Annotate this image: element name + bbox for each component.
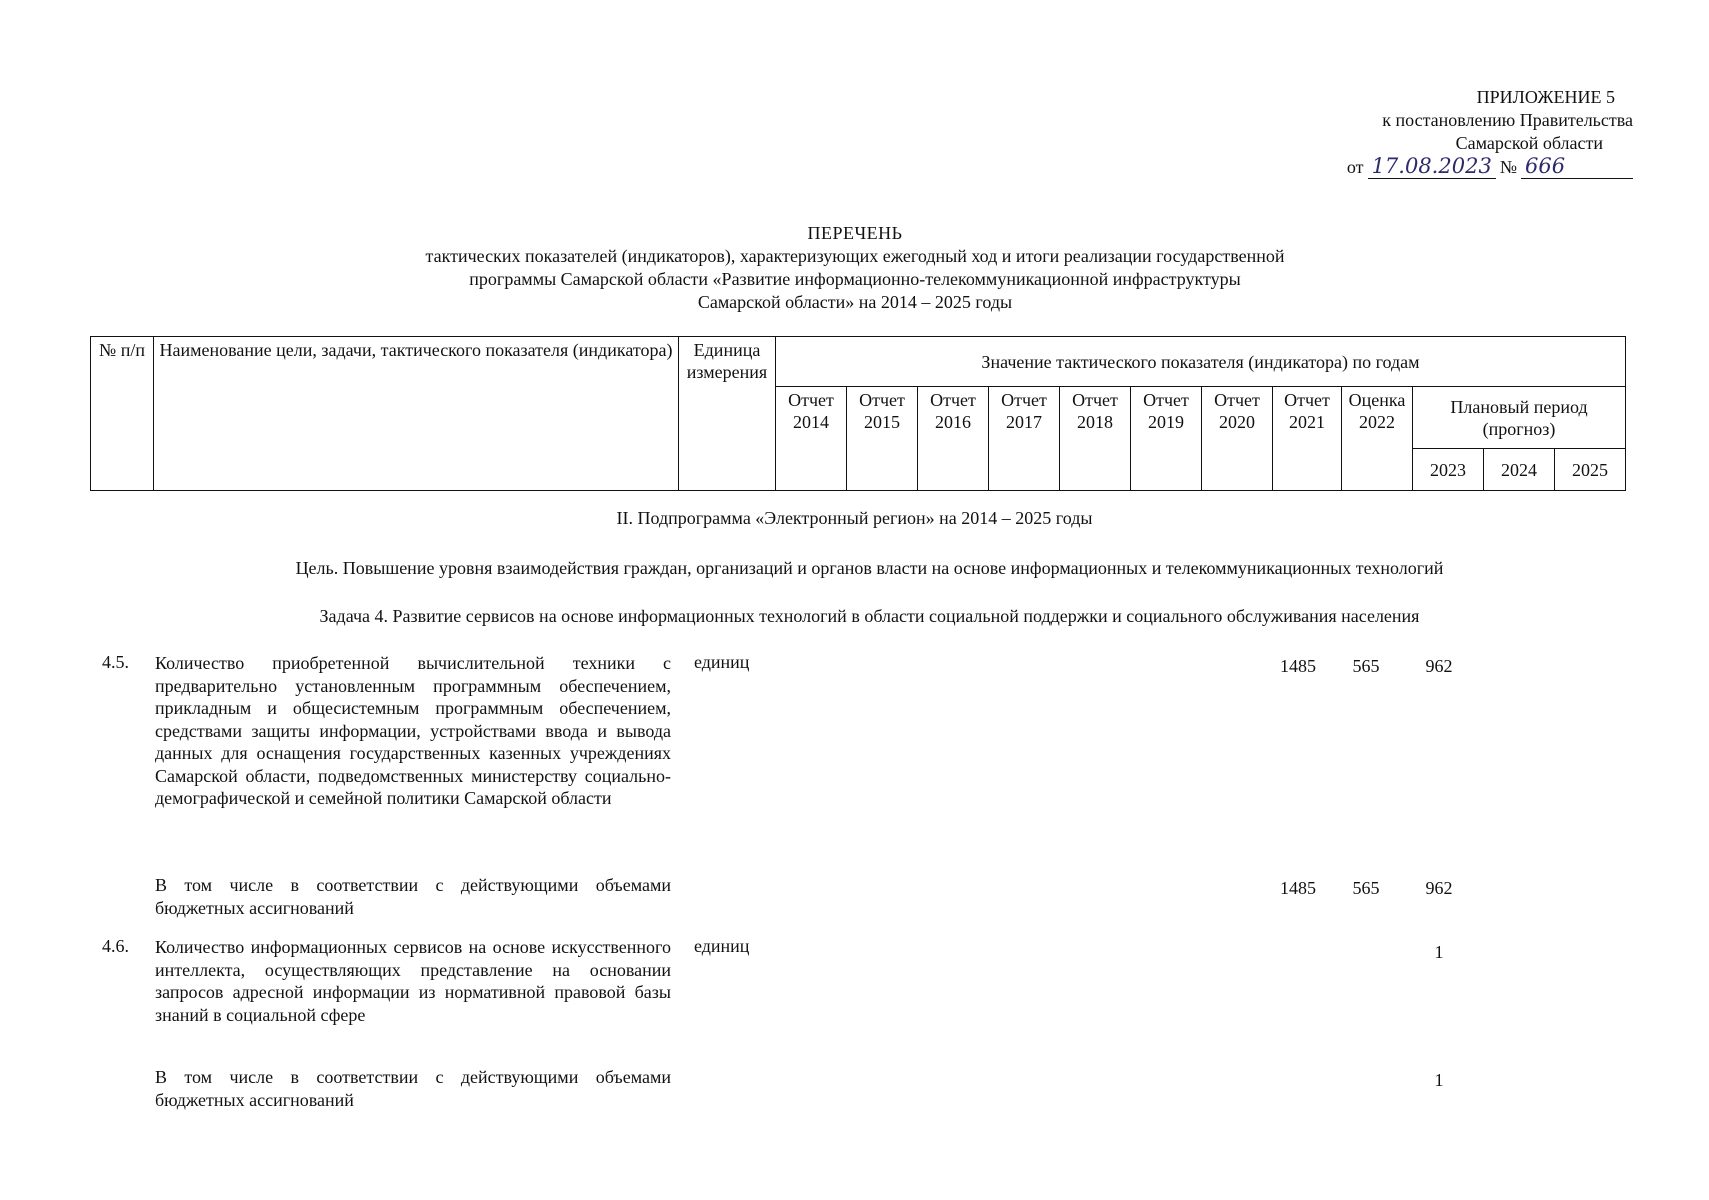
header-values-title: Значение тактического показателя (индикатора) по годам: [776, 337, 1626, 387]
header-unit: Единица измерения: [679, 337, 776, 491]
header-table: [90, 336, 1626, 491]
header-year-2014: Отчет 2014: [776, 387, 847, 491]
title-line-2: программы Самарской области «Развитие информационно-телекоммуникационной инфраструктуры: [469, 269, 1241, 289]
header-name: Наименование цели, задачи, тактического показателя (индикатора): [154, 337, 679, 491]
row-4-5-num: 4.5.: [102, 652, 129, 672]
appendix-line-3: Самарской области: [1455, 133, 1603, 153]
document-title: [330, 222, 1380, 314]
row-4-5-unit: единиц: [694, 652, 750, 672]
header-year-2017: Отчет 2017: [989, 387, 1060, 491]
row-4-6-sub-text: В том числе в соответствии с действующими объемами бюджетных ассигнований: [155, 1067, 671, 1110]
row-4-5-sub-value-2023: 962: [1425, 878, 1453, 898]
header-year-2018: Отчет 2018: [1060, 387, 1131, 491]
header-year-2016: Отчет 2016: [918, 387, 989, 491]
header-year-2021: Отчет 2021: [1273, 387, 1342, 491]
row-4-5-sub-value-2021: 1485: [1280, 878, 1316, 898]
row-4-6-unit: единиц: [694, 936, 750, 956]
row-4-6-value-2023: 1: [1434, 942, 1444, 962]
row-4-5-sub-value-2022: 565: [1352, 878, 1380, 898]
header-plan-2023: 2023: [1413, 449, 1484, 491]
title-line-3: Самарской области» на 2014 – 2025 годы: [697, 292, 1013, 312]
header-year-2015: Отчет 2015: [847, 387, 918, 491]
title-main: ПЕРЕЧЕНЬ: [807, 223, 903, 243]
row-4-6-num: 4.6.: [102, 936, 129, 956]
subprogram-heading: II. Подпрограмма «Электронный регион» на 2014 – 2025 годы: [616, 508, 1093, 528]
row-4-6-text: Количество информационных сервисов на основе искусственного интеллекта, осуществляющих представление на основании запросов адресной информации из нормативной правовой базы знаний в социальной сфере: [155, 937, 671, 1025]
row-4-5-sub-text: В том числе в соответствии с действующими объемами бюджетных ассигнований: [155, 875, 671, 918]
row-4-5-value-2021: 1485: [1280, 656, 1316, 676]
appendix-title: ПРИЛОЖЕНИЕ 5: [1476, 87, 1615, 107]
goal-heading: Цель. Повышение уровня взаимодействия граждан, организаций и органов власти на основе информационных и телекоммуникационных технологий: [295, 558, 1444, 578]
row-4-5-value-2023: 962: [1425, 656, 1453, 676]
task-heading: Задача 4. Развитие сервисов на основе информационных технологий в области социальной поддержки и социального обслуживания населения: [319, 606, 1420, 626]
header-year-2019: Отчет 2019: [1131, 387, 1202, 491]
title-line-1: тактических показателей (индикаторов), характеризующих ежегодный ход и итоги реализации государственной: [425, 246, 1285, 266]
header-plan-2025: 2025: [1555, 449, 1626, 491]
header-num: № п/п: [91, 337, 154, 491]
row-4-5-text: Количество приобретенной вычислительной техники с предварительно установленным программным обеспечением, прикладным и общесистемным программным обеспечением, средствами защиты информации, устройствами ввода и вывода данных для оснащения государственных казенных учреждениях Самарской области, подведомственных министерству социально-демографической и семейной политики Самарской области: [155, 653, 671, 808]
row-4-6-sub-value-2023: 1: [1434, 1070, 1444, 1090]
header-year-2020: Отчет 2020: [1202, 387, 1273, 491]
header-plan-2024: 2024: [1484, 449, 1555, 491]
row-4-5-value-2022: 565: [1352, 656, 1380, 676]
handwritten-number: 666: [1521, 155, 1633, 179]
date-prefix: от: [1346, 157, 1364, 177]
appendix-block: [1333, 86, 1633, 179]
number-prefix: №: [1499, 157, 1517, 177]
appendix-line-2: к постановлению Правительства: [1382, 110, 1633, 130]
appendix-date-line: [1333, 155, 1633, 179]
header-year-2022: Оценка 2022: [1342, 387, 1413, 491]
handwritten-date: 17.08.2023: [1368, 155, 1496, 179]
header-plan-title: Плановый период (прогноз): [1413, 387, 1626, 449]
